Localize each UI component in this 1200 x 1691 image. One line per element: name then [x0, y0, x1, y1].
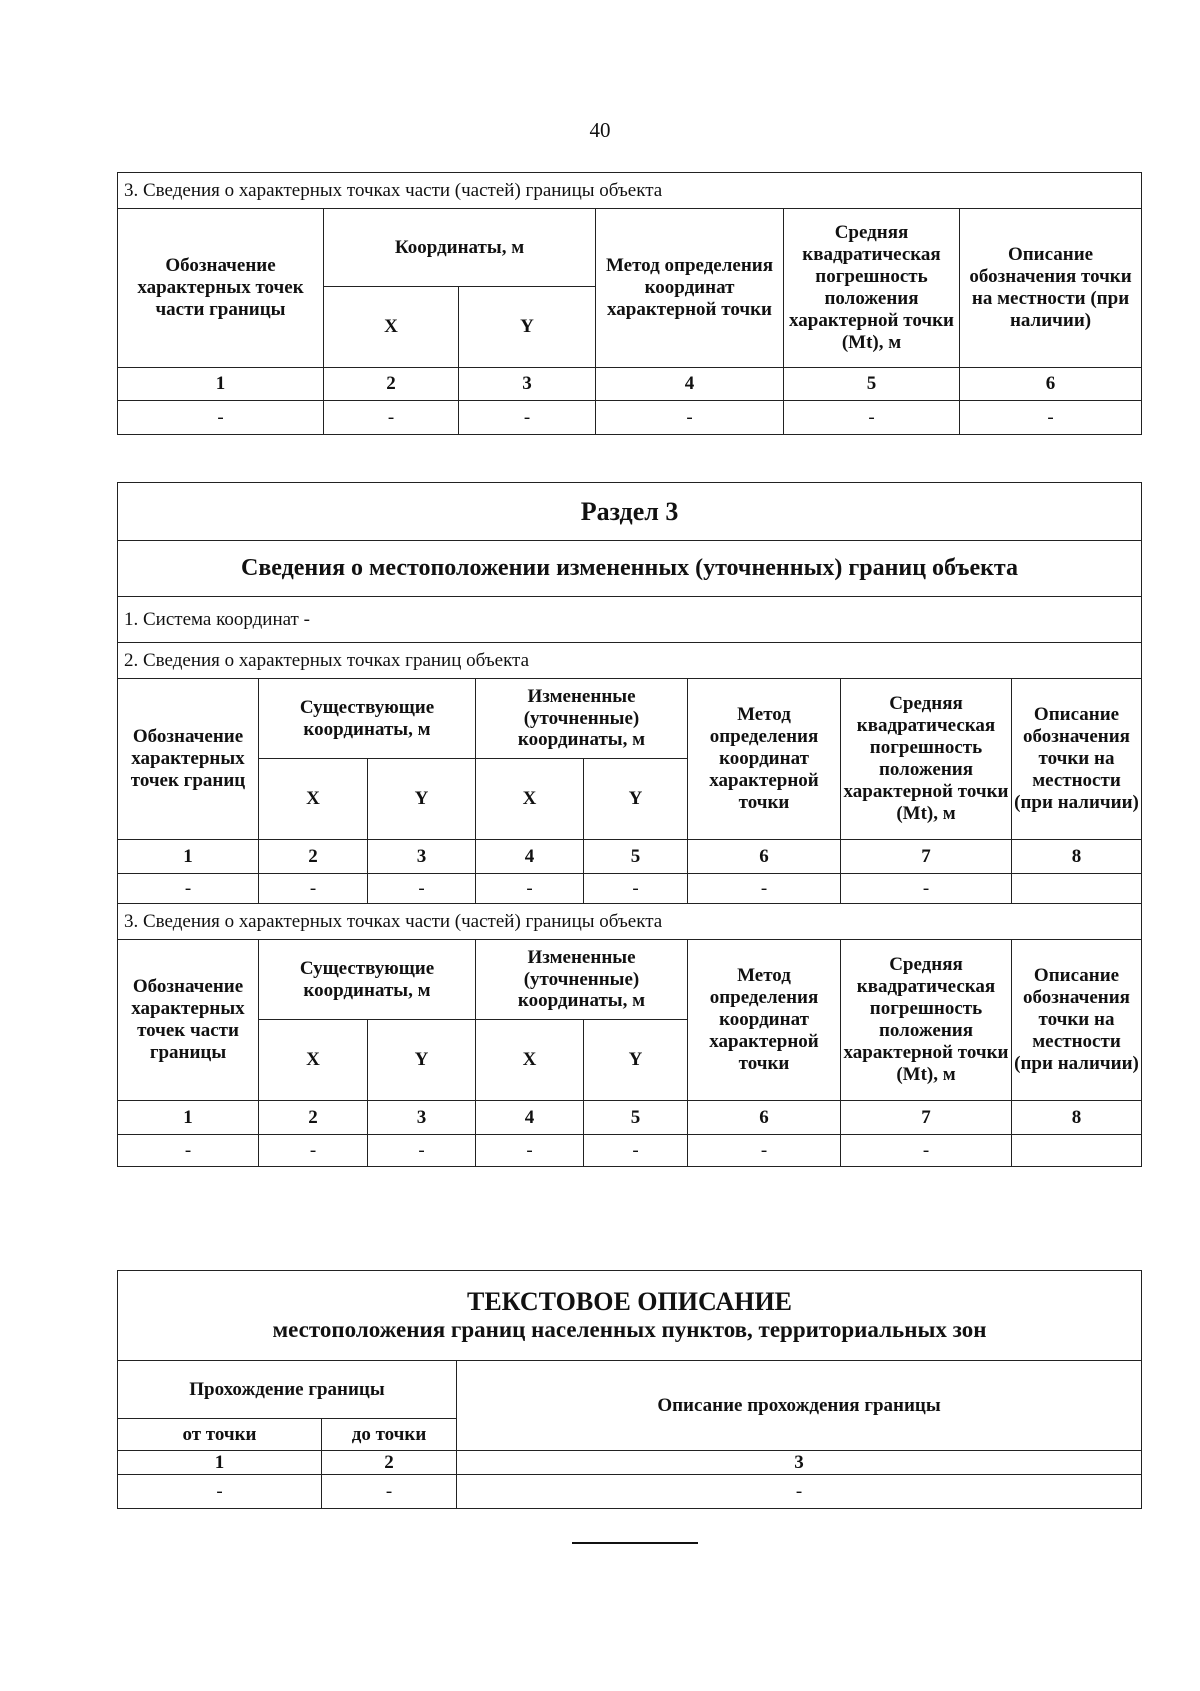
header-x: X — [259, 1020, 368, 1101]
table-cell: - — [324, 401, 459, 435]
table-cell: - — [118, 401, 324, 435]
header-description: Описание обозначения точки на местности (при наличии) — [960, 209, 1142, 368]
header-description: Описание обозначения точки на местности (при наличии) — [1012, 940, 1142, 1101]
header-x: X — [476, 759, 584, 840]
end-rule — [572, 1542, 698, 1544]
header-x: X — [259, 759, 368, 840]
header-y: Y — [584, 1020, 688, 1101]
text-description-table — [117, 1270, 1142, 1509]
column-number: 3 — [368, 1101, 476, 1135]
header-to-point: до точки — [322, 1419, 457, 1451]
table-cell: - — [476, 874, 584, 904]
table-cell: - — [118, 1135, 259, 1167]
table-cell — [1012, 1135, 1142, 1167]
column-number: 8 — [1012, 840, 1142, 874]
table-caption: 2. Сведения о характерных точках границ объекта — [118, 643, 1142, 679]
header-error: Средняя квадратическая погрешность положения характерной точки (Mt), м — [841, 679, 1012, 840]
column-number: 1 — [118, 1101, 259, 1135]
section-subtitle: Сведения о местоположении измененных (уточненных) границ объекта — [118, 541, 1142, 597]
column-number: 2 — [259, 840, 368, 874]
table-caption: 3. Сведения о характерных точках части (частей) границы объекта — [118, 904, 1142, 940]
column-number: 2 — [259, 1101, 368, 1135]
column-number: 3 — [368, 840, 476, 874]
column-number: 7 — [841, 1101, 1012, 1135]
table-cell: - — [841, 1135, 1012, 1167]
header-y: Y — [368, 759, 476, 840]
header-passage: Прохождение границы — [118, 1361, 457, 1419]
table-cell: - — [259, 1135, 368, 1167]
coordinate-system: 1. Система координат - — [118, 597, 1142, 643]
table-cell: - — [596, 401, 784, 435]
column-number: 3 — [459, 368, 596, 401]
table-cell: - — [476, 1135, 584, 1167]
header-x: X — [324, 287, 459, 368]
column-number: 1 — [118, 1451, 322, 1475]
column-number: 1 — [118, 840, 259, 874]
column-number: 5 — [584, 840, 688, 874]
header-coordinates: Координаты, м — [324, 209, 596, 287]
section-3-table — [117, 482, 1142, 1167]
page-number: 40 — [589, 118, 611, 142]
header-method: Метод определения координат характерной точки — [688, 940, 841, 1101]
text-description-heading — [118, 1271, 1142, 1361]
header-designation: Обозначение характерных точек части границы — [118, 209, 324, 368]
top-part-points-table — [117, 172, 1142, 435]
column-number: 2 — [322, 1451, 457, 1475]
column-number: 4 — [476, 1101, 584, 1135]
header-existing-coordinates: Существующие координаты, м — [259, 940, 476, 1020]
header-x: X — [476, 1020, 584, 1101]
table-cell: - — [118, 874, 259, 904]
header-changed-coordinates: Измененные (уточненные) координаты, м — [476, 940, 688, 1020]
column-number: 2 — [324, 368, 459, 401]
table-cell: - — [688, 1135, 841, 1167]
table-cell: - — [584, 874, 688, 904]
header-error: Средняя квадратическая погрешность положения характерной точки (Mt), м — [784, 209, 960, 368]
column-number: 3 — [457, 1451, 1142, 1475]
header-error: Средняя квадратическая погрешность положения характерной точки (Mt), м — [841, 940, 1012, 1101]
table-cell: - — [584, 1135, 688, 1167]
column-number: 5 — [584, 1101, 688, 1135]
header-y: Y — [459, 287, 596, 368]
table-cell: - — [688, 874, 841, 904]
table-cell — [1012, 874, 1142, 904]
table-cell: - — [459, 401, 596, 435]
table-cell: - — [118, 1475, 322, 1509]
header-designation: Обозначение характерных точек части границы — [118, 940, 259, 1101]
header-passage-description: Описание прохождения границы — [457, 1361, 1142, 1451]
section-title: Раздел 3 — [118, 483, 1142, 541]
table-cell: - — [784, 401, 960, 435]
table-cell: - — [322, 1475, 457, 1509]
column-number: 6 — [960, 368, 1142, 401]
column-number: 4 — [596, 368, 784, 401]
header-description: Описание обозначения точки на местности (при наличии) — [1012, 679, 1142, 840]
header-existing-coordinates: Существующие координаты, м — [259, 679, 476, 759]
header-method: Метод определения координат характерной точки — [596, 209, 784, 368]
table-cell: - — [259, 874, 368, 904]
header-y: Y — [584, 759, 688, 840]
table-caption: 3. Сведения о характерных точках части (частей) границы объекта — [118, 173, 1142, 209]
header-y: Y — [368, 1020, 476, 1101]
table-cell: - — [368, 1135, 476, 1167]
column-number: 6 — [688, 840, 841, 874]
table-cell: - — [457, 1475, 1142, 1509]
header-designation: Обозначение характерных точек границ — [118, 679, 259, 840]
column-number: 5 — [784, 368, 960, 401]
column-number: 4 — [476, 840, 584, 874]
column-number: 6 — [688, 1101, 841, 1135]
column-number: 1 — [118, 368, 324, 401]
header-changed-coordinates: Измененные (уточненные) координаты, м — [476, 679, 688, 759]
text-description-subtitle: местоположения границ населенных пунктов, территориальных зон — [272, 1317, 987, 1343]
table-cell: - — [960, 401, 1142, 435]
header-from-point: от точки — [118, 1419, 322, 1451]
table-cell: - — [841, 874, 1012, 904]
text-description-title: ТЕКСТОВОЕ ОПИСАНИЕ — [467, 1287, 793, 1317]
column-number: 8 — [1012, 1101, 1142, 1135]
table-cell: - — [368, 874, 476, 904]
column-number: 7 — [841, 840, 1012, 874]
header-method: Метод определения координат характерной точки — [688, 679, 841, 840]
